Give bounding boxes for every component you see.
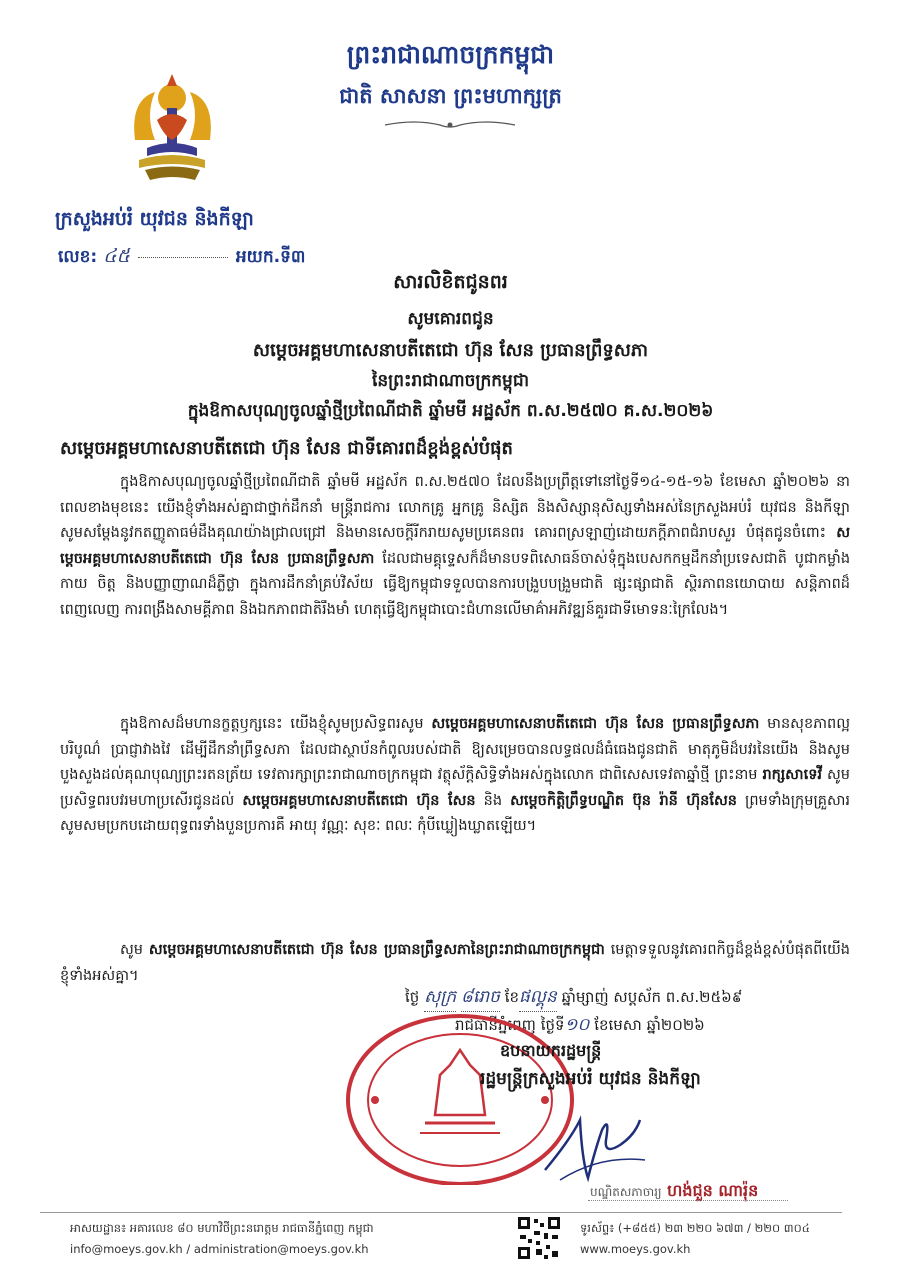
footer-website[interactable]: www.moeys.gov.kh	[580, 1242, 691, 1256]
qr-code-icon	[516, 1215, 562, 1261]
p2-text-e: សូមប្រសិទ្ធពរបវរមហាប្រសើរជូនដល់	[60, 767, 851, 809]
footer-divider	[40, 1212, 842, 1213]
salutation-heading: សម្តេចអគ្គមហាសេនាបតីតេជោ ហ៊ុន សែន ជាទីគោរពដ៏ខ្ពង់ខ្ពស់បំផុត	[60, 438, 513, 459]
reference-handwritten-number: ៤៥	[103, 245, 130, 267]
reference-number	[58, 244, 305, 272]
reference-dotted-line	[138, 257, 228, 258]
p3-text-c: មេត្តាទទួលនូវគោរពកិច្ចដ៏ខ្ពង់ខ្ពស់បំផុតពីយើងខ្ញុំទាំងអស់គ្នា។	[60, 942, 850, 984]
letter-title: សារលិខិតជូនពរ	[393, 271, 508, 293]
lunar-month-label: ខែ	[504, 988, 519, 1006]
footer-address: អាសយដ្ឋាន៖ អគារលេខ ៨០ មហាវិថីព្រះនរោត្តម រាជធានីភ្នំពេញ កម្ពុជា	[70, 1221, 374, 1235]
reference-suffix: អយក.ទី៣	[235, 247, 306, 267]
p2-text-b: សម្តេចអគ្គមហាសេនាបតីតេជោ ហ៊ុន សែន ប្រធានព្រឹទ្ធសភា	[431, 716, 760, 732]
p3-text-b: សម្តេចអគ្គមហាសេនាបតីតេជោ ហ៊ុន សែន ប្រធានព្រឹទ្ធសភានៃព្រះរាជាណាចក្រកម្ពុជា	[148, 942, 605, 958]
national-motto: ជាតិ សាសនា ព្រះមហាក្សត្រ	[339, 84, 562, 108]
occasion-line: ក្នុងឱកាសបុណ្យចូលឆ្នាំថ្មីប្រពៃណីជាតិ ឆ្នាំមមី អដ្ឋស័ក ព.ស.២៥៧០ គ.ស.២០២៦	[187, 401, 714, 421]
ministry-name: ក្រសួងអប់រំ យុវជន និងកីឡា	[55, 208, 254, 230]
recipient-line: សម្តេចអគ្គមហាសេនាបតីតេជោ ហ៊ុន សែន ប្រធានព្រឹទ្ធសភា	[252, 340, 649, 361]
p2-text-f: សម្តេចអគ្គមហាសេនាបតីតេជោ ហ៊ុន សែន	[242, 792, 476, 809]
p2-text-g: និង	[483, 792, 503, 809]
lunar-prefix: ថ្ងៃ	[405, 988, 420, 1006]
reference-label: លេខ:	[58, 247, 98, 267]
signatory-title-1: ឧបនាយករដ្ឋមន្ត្រី	[500, 1041, 602, 1060]
signature-icon	[540, 1100, 650, 1190]
footer-phone: ទូរស័ព្ទ៖ (+៨៥៥) ២៣ ២២០ ៦៧៣ / ២២០ ៣០៤	[580, 1221, 810, 1235]
recipient-org-line: នៃព្រះរាជាណាចក្រកម្ពុជា	[371, 371, 530, 391]
p2-text-c: មានសុខភាពល្អបរិបូណ៌ ប្រាជ្ញាវាងវៃ ដើម្បីដឹកនាំព្រឹទ្ធសភា ដែលជាស្ថាប័នកំពូលរបស់ជាតិ ឱ្យសម្រេចបានលទ្ធផលដ៏ធំធេងជូនជាតិ មាតុភូមិដ៏បវរនៃយើង និងសូមបួងសួងដល់គុណបុណ្យព្រះរតនត្រ័យ ទេវតារក្សាព្រះរាជាណាចក្រកម្ពុជា វត្ថុស័ក្តិសិទ្ធិទាំងអស់ក្នុងលោក ជាពិសេសទេវតាឆ្នាំថ្មី ព្រះនាម	[60, 716, 851, 783]
kingdom-title: ព្រះរាជាណាចក្រកម្ពុជា	[346, 40, 555, 69]
ornament-divider-icon	[380, 116, 520, 132]
ministry-emblem-icon	[125, 70, 220, 188]
p2-text-a: ក្នុងឱកាសដ៏មហានក្ខត្តឫក្សនេះ យើងខ្ញុំសូមប្រសិទ្ធពរសូម	[120, 716, 424, 732]
p2-text-d: រាក្សសាទេវី	[762, 767, 822, 783]
lunar-day: សុក្រ	[424, 986, 456, 1012]
p2-text-h: សម្តេចកិត្តិព្រឹទ្ធបណ្ឌិត ប៊ុន រ៉ានី ហ៊ុនសែន	[510, 792, 737, 809]
p1-text-b: សម្តេចអគ្គមហាសេនាបតីតេជោ ហ៊ុន សែន ប្រធានព្រឹទ្ធសភា	[60, 525, 850, 567]
p3-text-a: សូម	[120, 942, 144, 958]
signature-dotted-line	[588, 1200, 788, 1201]
body-paragraph-2	[60, 712, 850, 840]
p1-text-a: ក្នុងឱកាសបុណ្យចូលឆ្នាំថ្មីប្រពៃណីជាតិ ឆ្នាំមមី អដ្ឋស័ក ព.ស.២៥៧០ ដែលនឹងប្រព្រឹត្តទៅនៅថ្ងៃទី១៤-១៥-១៦ ខែមេសា ឆ្នាំ២០២៦ នាពេលខាងមុខនេះ យើងខ្ញុំទាំងអស់គ្នាជាថ្នាក់ដឹកនាំ មន្ត្រីរាជការ លោកគ្រូ អ្នកគ្រូ និស្សិត និងសិស្សានុសិស្សទាំងអស់នៃក្រសួងអប់រំ យុវជន និងកីឡា សូមសម្តែងនូវកតញ្ញូតាធម៌ដឹងគុណយ៉ាងជ្រាលជ្រៅ និងមានសេចក្តីរីករាយសូមប្រគេនពរ គោរពស្រឡាញ់ដោយភក្តីភាពជំរាបសួរ បំផុតជូនចំពោះ	[60, 474, 850, 541]
body-paragraph-1	[60, 470, 850, 623]
respect-line: សូមគោរពជូន	[407, 309, 494, 329]
signatory-title-2: រដ្ឋមន្ត្រីក្រសួងអប់រំ យុវជន និងកីឡា	[480, 1069, 701, 1089]
place-prefix: រាជធានីភ្នំពេញ ថ្ងៃទី	[455, 1016, 565, 1034]
place-suffix: ខែមេសា ឆ្នាំ២០២៦	[594, 1016, 705, 1034]
p2-text-i: ព្រមទាំងក្រុមគ្រួសារ សូមសមប្រកបដោយពុទ្ធពរទាំងបួនប្រការគឺ អាយុ វណ្ណៈ សុខៈ ពលៈ កុំបីឃ្លៀងឃ្លាតឡើយ។	[60, 792, 850, 834]
place-day: ១០	[564, 1015, 590, 1035]
footer-emails[interactable]: info@moeys.gov.kh / administration@moeys.gov.kh	[70, 1242, 369, 1256]
signatory-name-text: ហង់ជួន ណារ៉ុន	[667, 1181, 759, 1200]
signatory-name-prefix: បណ្ឌិតសភាចារ្យ	[590, 1185, 662, 1199]
lunar-month: ផល្គុន	[519, 986, 557, 1012]
lunar-date: ៨រោច	[461, 986, 500, 1012]
p1-text-c: ដែលជាមគ្គុទ្ទេសក៏ដ៏មានបទពិសោធន៍ចាស់ទុំក្នុងបេសកកម្មដឹកនាំប្រទេសជាតិ បូជាកម្លាំងកាយ ចិត្ត និងបញ្ញាញាណដ៏ភ្លឺថ្លា ក្នុងការដឹកនាំគ្រប់វិស័យ ធ្វើឱ្យកម្ពុជាទទួលបានការបង្រួបបង្រួមជាតិ ផ្សះផ្សាជាតិ ស្ថិរភាពនយោបាយ សន្តិភាពដ៏ពេញលេញ ការពង្រឹងសាមគ្គីភាព និងឯកភាពជាតិរឹងមាំ ហេតុធ្វើឱ្យកម្ពុជាបោះជំហានលើមាគ៌ាអភិវឌ្ឍន៍គួរជាទីមោទនៈក្រៃលែង។	[60, 550, 851, 618]
lunar-suffix: ឆ្នាំម្សាញ់ សប្តស័ក ព.ស.២៥៦៩	[561, 988, 743, 1006]
body-paragraph-3	[60, 938, 850, 989]
